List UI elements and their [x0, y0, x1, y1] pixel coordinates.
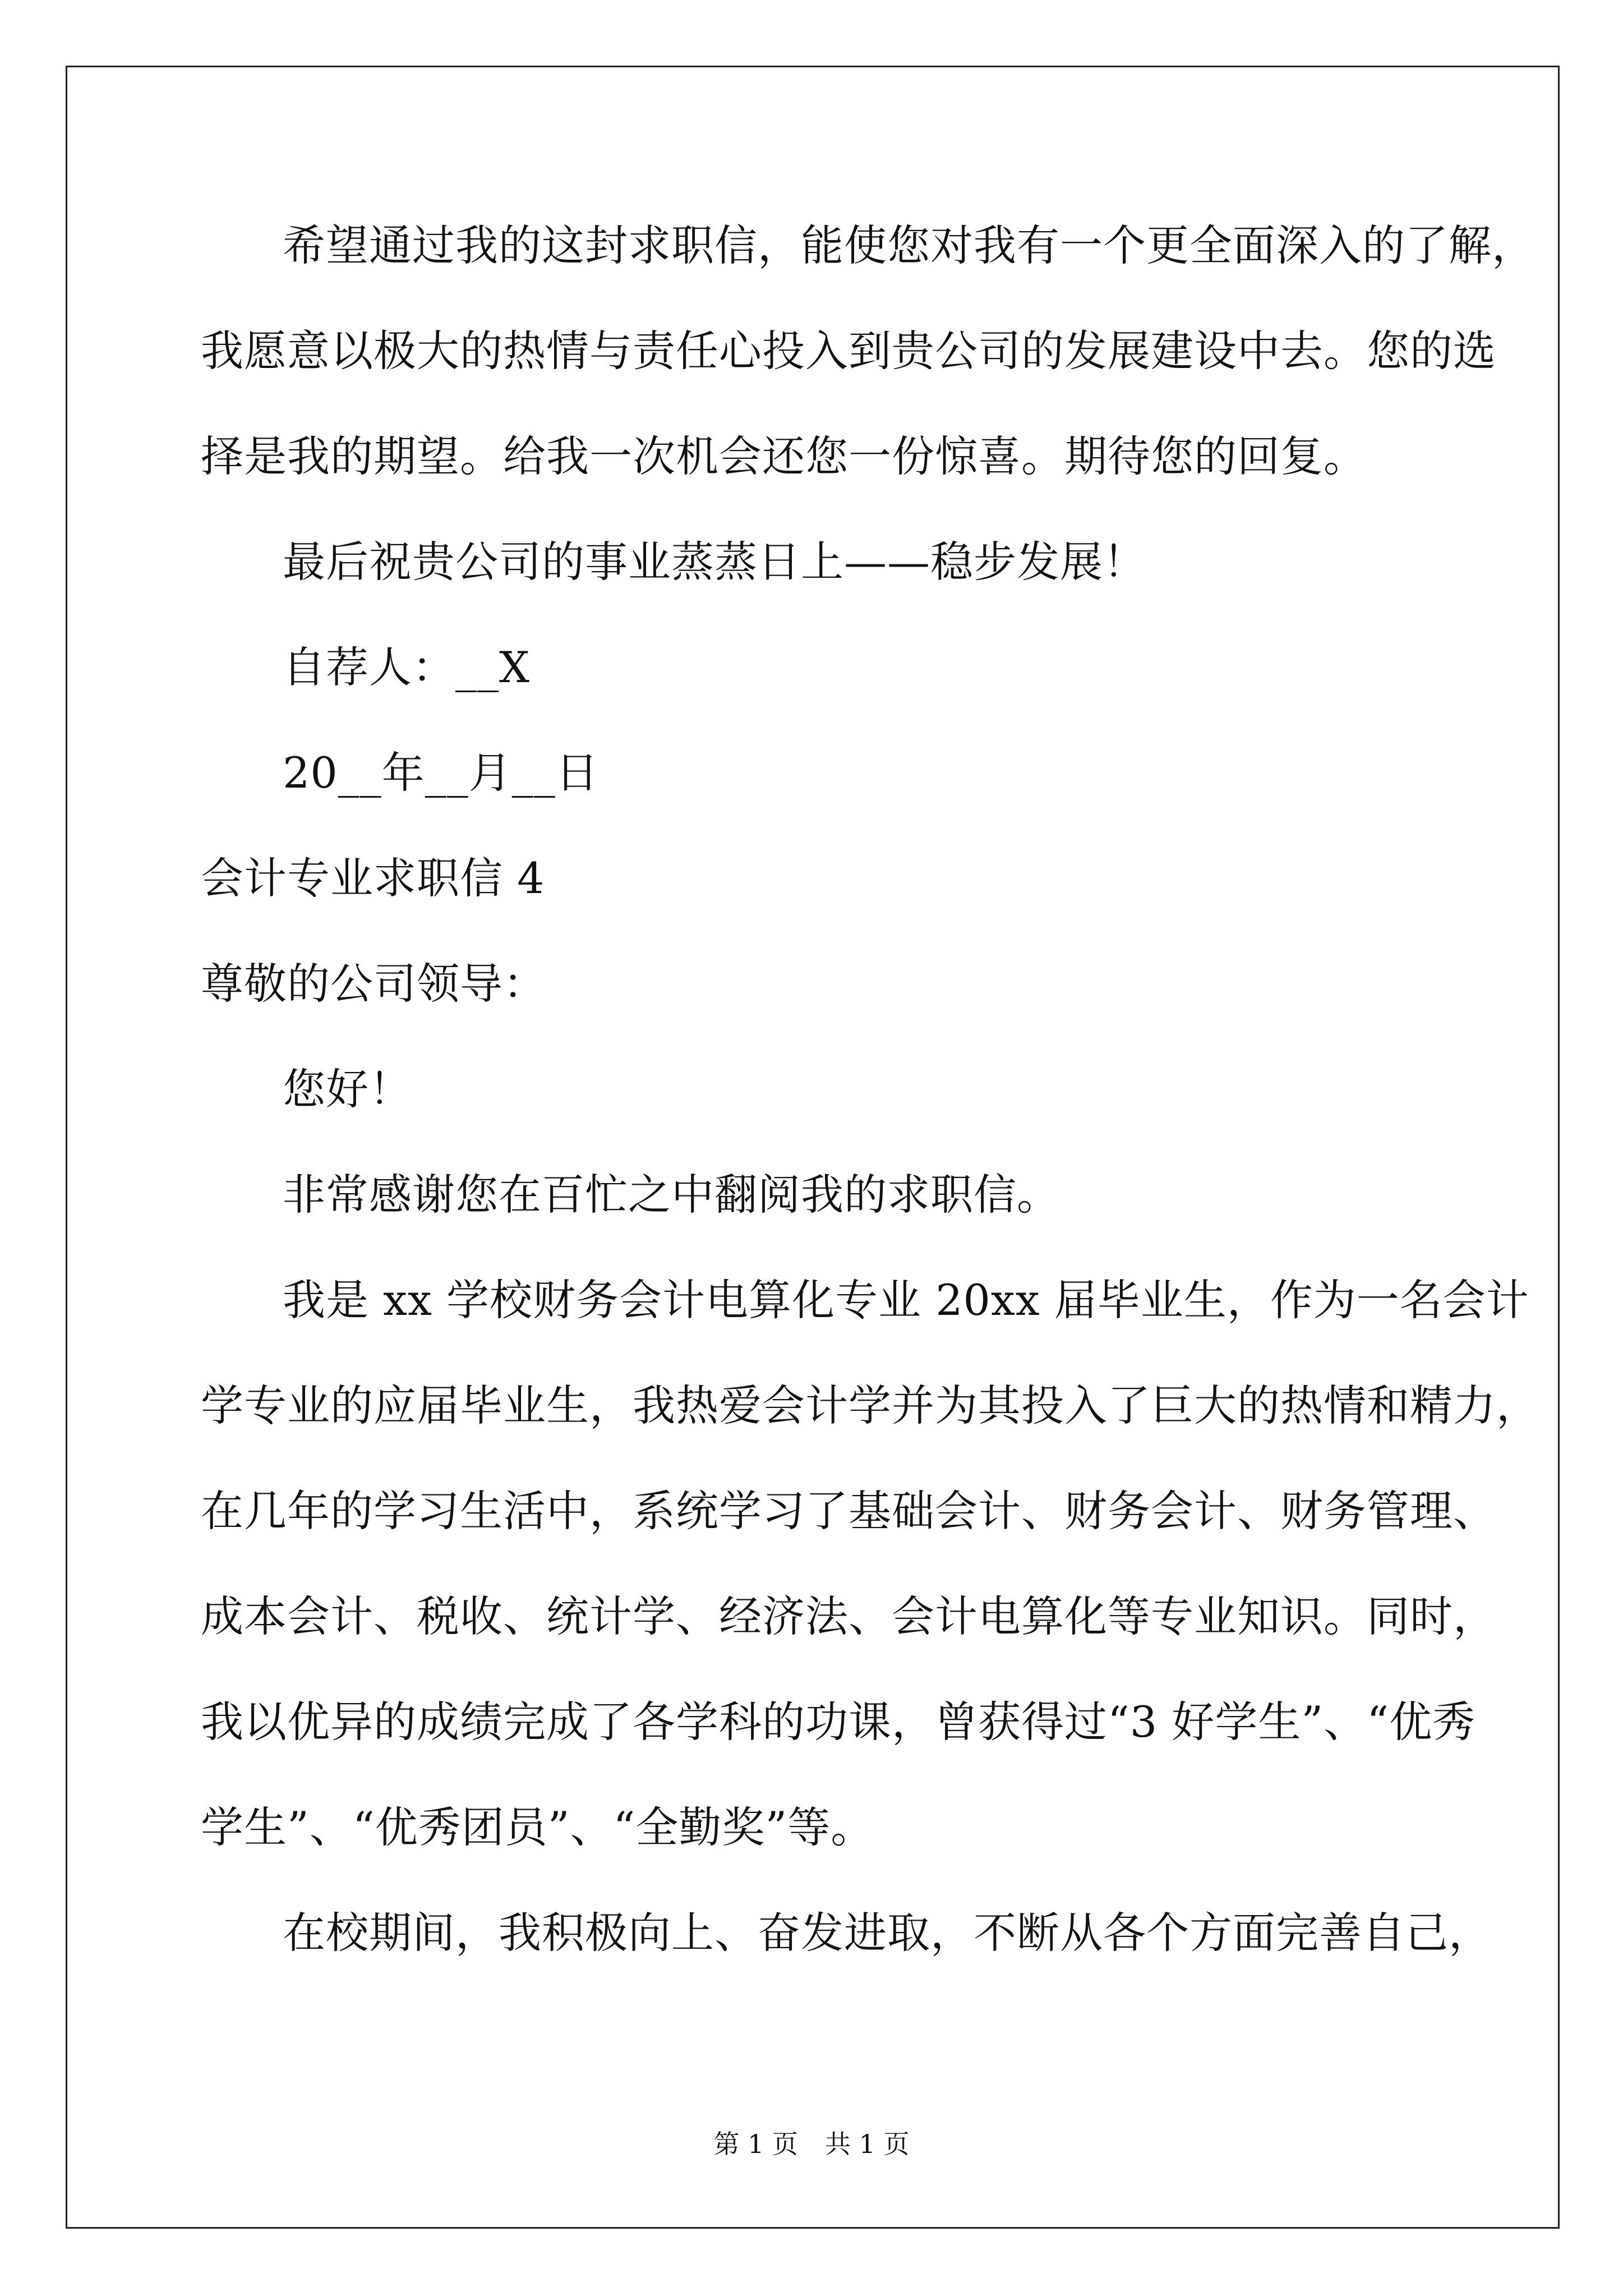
paragraph-line: 成本会计、税收、统计学、经济法、会计电算化等专业知识。同时，	[201, 1591, 1496, 1641]
paragraph-line: 择是我的期望。给我一次机会还您一份惊喜。期待您的回复。	[201, 431, 1367, 481]
page-number: 第 1 页	[713, 2129, 798, 2159]
page-border	[66, 66, 1560, 2229]
paragraph-line: 最后祝贵公司的事业蒸蒸日上——稳步发展！	[283, 537, 1146, 587]
paragraph-line: 我愿意以极大的热情与责任心投入到贵公司的发展建设中去。您的选	[201, 326, 1496, 376]
greeting: 您好！	[283, 1064, 412, 1114]
paragraph-line: 我以优异的成绩完成了各学科的功课，曾获得过“3 好学生”、“优秀	[201, 1697, 1476, 1747]
paragraph-line: 我是 xx 学校财务会计电算化专业 20xx 届毕业生，作为一名会计	[283, 1275, 1529, 1325]
paragraph-line: 学生”、“优秀团员”、“全勤奖”等。	[201, 1802, 874, 1852]
page-total: 共 1 页	[825, 2129, 910, 2159]
paragraph-line: 在几年的学习生活中，系统学习了基础会计、财务会计、财务管理、	[201, 1486, 1496, 1536]
salutation: 尊敬的公司领导：	[201, 959, 546, 1009]
paragraph-line: 非常感谢您在百忙之中翻阅我的求职信。	[283, 1170, 1060, 1220]
paragraph-line: 在校期间，我积极向上、奋发进取，不断从各个方面完善自己，	[283, 1908, 1492, 1958]
section-title: 会计专业求职信 4	[201, 853, 545, 903]
date-line: 20__年__月__日	[283, 748, 599, 798]
paragraph-line: 学专业的应届毕业生，我热爱会计学并为其投入了巨大的热情和精力，	[201, 1381, 1539, 1430]
paragraph-line: 希望通过我的这封求职信，能使您对我有一个更全面深入的了解，	[283, 220, 1535, 270]
page-footer	[0, 2127, 1623, 2161]
signature-line: 自荐人：__X	[283, 642, 531, 692]
